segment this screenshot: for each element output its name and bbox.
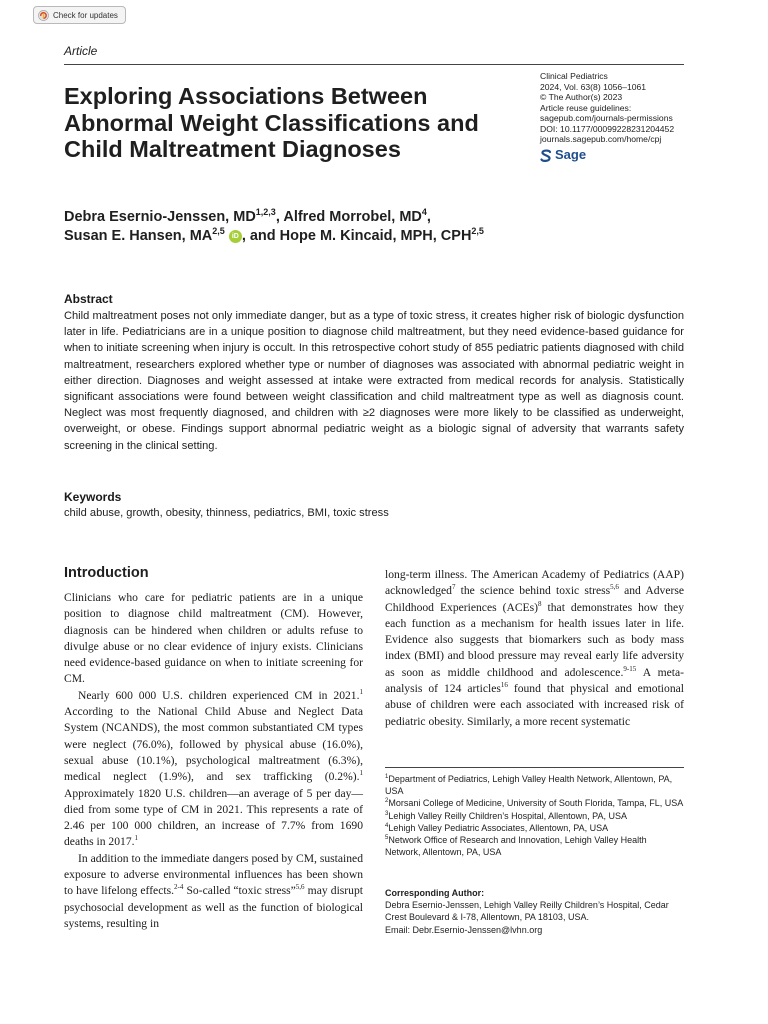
article-type-label: Article — [64, 44, 98, 58]
journal-name: Clinical Pediatrics — [540, 71, 608, 81]
affiliation-item — [385, 822, 684, 834]
affiliation-item — [385, 834, 684, 858]
publisher-name: Sage — [555, 147, 587, 163]
citation-ref[interactable]: 5,6 — [610, 583, 619, 592]
paragraph — [385, 567, 684, 730]
affiliation-list — [385, 773, 684, 858]
body-column-left — [64, 590, 363, 932]
paragraph-text: long-term illness. The American Academy of Pediatrics (AAP) acknowledged — [385, 568, 684, 598]
citation-ref[interactable]: 9-15 — [623, 664, 637, 673]
article-title — [64, 83, 514, 163]
affiliation-item — [385, 810, 684, 822]
paragraph-text: Nearly 600 000 U.S. children experienced CM in 2021. — [78, 688, 360, 702]
affiliation-number: 2 — [385, 798, 389, 805]
affiliation-ref: 2,5 — [471, 226, 484, 237]
sage-logo — [540, 149, 674, 163]
citation-ref[interactable]: 5,6 — [295, 883, 305, 892]
author-line — [64, 227, 704, 246]
affiliation-item — [385, 797, 684, 809]
citation-ref[interactable]: 1 — [359, 687, 363, 696]
paragraph-text: found that physical and emotional abuse of children were each associated with increased risk of pediatric obesity. Similarly, a more recent systematic — [385, 682, 684, 728]
title-line: Abnormal Weight Classifications and — [64, 109, 479, 136]
corresponding-author-address: Debra Esernio-Jenssen, Lehigh Valley Reilly Children’s Hospital, Cedar Crest Boulevard & I-78, Allentown, PA 18103, USA. — [385, 900, 669, 923]
citation-ref[interactable]: 16 — [500, 681, 508, 690]
paragraph: Clinicians who care for pediatric patients are in a unique position to diagnose child maltreatment (CM). However, diagnosis can be hindered when children or adults refuse to divulge abuse or no clear evidence of injury exists. Clinicians need evidence-based guidance on when to initiate screening for CM. — [64, 591, 363, 686]
title-line: Child Maltreatment Diagnoses — [64, 136, 401, 162]
doi-link[interactable]: DOI: 10.1177/00099228231204452 — [540, 123, 675, 134]
check-for-updates-badge[interactable] — [33, 6, 126, 24]
affiliation-text: Network Office of Research and Innovation, Lehigh Valley Health Network, Allentown, PA, USA — [385, 835, 647, 858]
affiliation-ref: 4 — [421, 207, 427, 218]
introduction-heading: Introduction — [64, 565, 149, 581]
affiliation-ref: 2,5 — [212, 226, 225, 237]
reuse-link[interactable]: sagepub.com/journals-permissions — [540, 113, 673, 123]
author-list — [64, 208, 704, 246]
author-name: Debra Esernio-Jenssen, MD — [64, 209, 256, 225]
paragraph-text: may disrupt psychosocial development as well as the function of biological systems, resulting in — [64, 884, 363, 930]
author-name: , and Hope M. Kincaid, MPH, CPH — [241, 228, 472, 244]
citation-ref[interactable]: 1 — [134, 834, 139, 843]
affiliation-number: 1 — [385, 774, 389, 780]
paragraph-text: A meta-analysis of 124 articles — [385, 665, 684, 696]
affiliation-text: Lehigh Valley Pediatric Associates, Allentown, PA, USA — [388, 822, 609, 833]
affiliation-number: 3 — [385, 810, 389, 817]
paragraph-text: So-called “toxic stress” — [183, 884, 296, 898]
paragraph — [64, 851, 363, 932]
footnote-rule — [385, 767, 684, 768]
affiliation-number: 4 — [385, 822, 389, 829]
paragraph-text: that demonstrates how they each function as a mechanism for health issues later in life. Evidence also suggests that biomarkers such as body mass index (BMI) and blood pressure may reveal early life adversity as soon as middle childhood and adolescence. — [385, 600, 684, 679]
paragraph — [64, 688, 363, 851]
journal-meta — [540, 71, 674, 163]
citation-ref[interactable]: 1 — [359, 769, 363, 778]
journal-home-link[interactable]: journals.sagepub.com/home/cpj — [540, 134, 662, 144]
author-line — [64, 208, 704, 227]
journal-volume: 2024, Vol. 63(8) 1056–1061 — [540, 81, 647, 92]
abstract-heading: Abstract — [64, 292, 113, 306]
keywords-text: child abuse, growth, obesity, thinness, pediatrics, BMI, toxic stress — [64, 507, 389, 519]
affiliation-ref: 1,2,3 — [255, 207, 276, 218]
citation-ref[interactable]: 2-4 — [173, 883, 184, 892]
affiliation-number: 5 — [385, 835, 389, 842]
body-column-right — [385, 567, 684, 730]
paragraph-text: According to the National Child Abuse and Neglect Data System (NCANDS), the most common substantiated CM types were neglect (76.0%), followed by physical abuse (16.0%), sexual abuse (10.1%), psychological maltreatment (6.3%), medical neglect (1.9%), and sex trafficking (0.2%). — [64, 705, 363, 784]
check-for-updates-label: Check for updates — [53, 10, 118, 20]
author-name: Susan E. Hansen, MA — [64, 228, 213, 244]
corresponding-author — [385, 887, 684, 936]
corresponding-author-email[interactable]: Email: Debr.Esernio-Jenssen@lvhn.org — [385, 924, 543, 935]
abstract-text: Child maltreatment poses not only immediate danger, but as a type of toxic stress, it creates higher risk of biologic dysfunction later in life. Pediatricians are in a unique position to diagnose child maltreatment, but they need evidence-based guidance for when to initiate screening when injury is occult. In this retrospective cohort study of 855 pediatric patients diagnosed with child maltreatment, researchers explored whether type or number of diagnoses was associated with abnormal pediatric weight in either direction. Diagnoses and weight assessed at intake were extracted from medical records for analysis. Statistically significant associations were found between weight classification and child maltreatment type as well as diagnosis count. Neglect was most frequently diagnosed, and children with ≥2 diagnoses were more likely to be classified as underweight, overweight, or obese. Findings support abnormal pediatric weight as a biologic signal of adversity that warrants safety screening in the clinical setting. — [64, 310, 684, 452]
author-separator: , — [426, 209, 431, 225]
paragraph-text: Approximately 1820 U.S. children—an average of 5 per day—died from some type of CM in 2021. This represents a rate of 2.46 per 100 000 children, an increase of 7.7% from 1690 deaths in 2017. — [64, 786, 363, 849]
paragraph-text: and Adverse Childhood Experiences (ACEs) — [385, 584, 684, 614]
author-name: , Alfred Morrobel, MD — [275, 209, 422, 225]
orcid-icon[interactable]: iD — [229, 230, 242, 243]
check-for-updates-icon — [38, 10, 49, 21]
paragraph-text: In addition to the immediate dangers posed by CM, sustained exposure to adverse environmental influences has been shown to have lifelong effects. — [64, 851, 363, 898]
affiliation-item — [385, 773, 684, 797]
header-rule — [64, 64, 684, 65]
journal-copyright: © The Author(s) 2023 — [540, 92, 623, 102]
affiliation-text: Department of Pediatrics, Lehigh Valley Health Network, Allentown, PA, USA — [385, 774, 673, 797]
keywords-heading: Keywords — [64, 490, 122, 504]
affiliation-text: Morsani College of Medicine, University of South Florida, Tampa, FL, USA — [388, 798, 684, 809]
citation-ref[interactable]: 7 — [451, 583, 456, 592]
corresponding-author-label: Corresponding Author: — [385, 888, 485, 898]
affiliation-text: Lehigh Valley Reilly Children’s Hospital, Allentown, PA, USA — [388, 810, 627, 821]
paragraph-text: the science behind toxic stress — [455, 584, 611, 598]
sage-s-icon — [540, 149, 552, 163]
reuse-label: Article reuse guidelines: — [540, 102, 632, 113]
title-line: Exploring Associations Between — [64, 83, 428, 109]
citation-ref[interactable]: 8 — [538, 599, 542, 608]
